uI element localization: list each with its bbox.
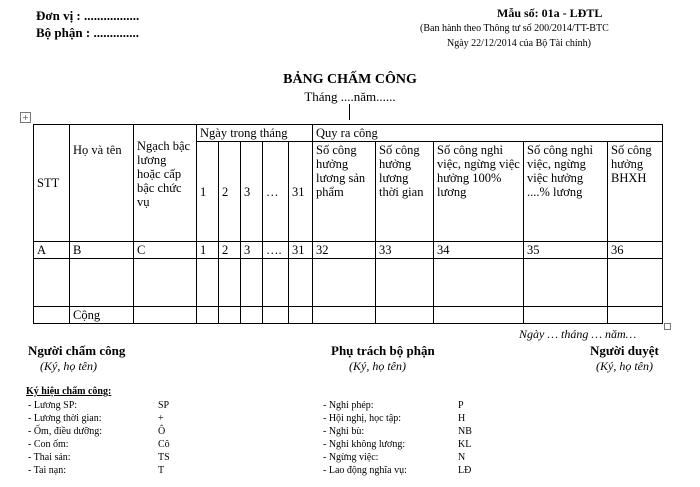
header-day: 3 xyxy=(241,142,263,242)
table-cell[interactable] xyxy=(134,259,197,307)
code-cell: 3 xyxy=(241,242,263,259)
table-cell[interactable] xyxy=(608,307,663,324)
table-cell[interactable] xyxy=(263,259,289,307)
legend-label: - Thai sản: xyxy=(28,452,71,463)
header-stt: STT xyxy=(34,125,70,242)
table-cell[interactable] xyxy=(313,307,376,324)
code-cell: A xyxy=(34,242,70,259)
header-day: … xyxy=(263,142,289,242)
signature-note: (Ký, họ tên) xyxy=(40,359,97,373)
header-name: Họ và tên xyxy=(70,125,134,242)
legend-code: + xyxy=(158,413,164,424)
table-cell[interactable] xyxy=(241,307,263,324)
table-cell[interactable] xyxy=(376,307,434,324)
table-cell[interactable] xyxy=(313,259,376,307)
legend-title: Ký hiệu chấm công: xyxy=(26,386,112,397)
legend-code: NB xyxy=(458,426,472,437)
code-cell: 34 xyxy=(434,242,524,259)
issued-date: Ngày 22/12/2014 của Bộ Tài chính) xyxy=(447,38,591,49)
code-cell: 32 xyxy=(313,242,376,259)
header-days-group: Ngày trong tháng xyxy=(197,125,313,142)
signature-role: Người chấm công xyxy=(28,343,126,358)
table-cell[interactable] xyxy=(524,307,608,324)
table-empty-row xyxy=(34,259,663,307)
legend-code: Ô xyxy=(158,426,166,437)
code-cell: 36 xyxy=(608,242,663,259)
table-cell[interactable] xyxy=(289,259,313,307)
table-total-row xyxy=(34,307,663,324)
header-day: 1 xyxy=(197,142,219,242)
legend-label: - Nghỉ không lương: xyxy=(323,439,406,450)
table-cell[interactable] xyxy=(34,259,70,307)
unit-field: Đơn vị : ................. xyxy=(36,8,140,23)
text-cursor xyxy=(349,104,350,120)
code-cell: …. xyxy=(263,242,289,259)
signature-note: (Ký, họ tên) xyxy=(596,359,653,373)
table-cell[interactable] xyxy=(434,259,524,307)
code-cell: B xyxy=(70,242,134,259)
legend-code: H xyxy=(458,413,466,424)
table-cell[interactable] xyxy=(219,259,241,307)
signature-role: Người duyệt xyxy=(590,343,659,358)
table-cell[interactable] xyxy=(134,307,197,324)
table-cell[interactable] xyxy=(241,259,263,307)
table-header-row-1 xyxy=(34,125,663,142)
code-cell: 1 xyxy=(197,242,219,259)
legend-code: Cô xyxy=(158,439,170,450)
code-cell: C xyxy=(134,242,197,259)
legend-label: - Tai nạn: xyxy=(28,465,66,476)
legend-code: T xyxy=(158,465,165,476)
table-code-row xyxy=(34,242,663,259)
header-quyra-col: Số công hưởng lương thời gian xyxy=(376,142,434,242)
header-quyra-col: Số công hưởng BHXH xyxy=(608,142,663,242)
department-field: Bộ phận : .............. xyxy=(36,25,139,40)
table-cell[interactable] xyxy=(376,259,434,307)
legend-label: - Nghỉ phép: xyxy=(323,400,374,411)
document-period: Tháng ....năm...... xyxy=(304,89,396,104)
table-cell[interactable] xyxy=(524,259,608,307)
legend-code: SP xyxy=(158,400,170,411)
header-day: 2 xyxy=(219,142,241,242)
header-quyra-col: Số công hưởng lương sản phẩm xyxy=(313,142,376,242)
total-label: Cộng xyxy=(70,307,134,324)
legend-code: N xyxy=(458,452,466,463)
legend-code: KL xyxy=(458,439,472,450)
document-title: BẢNG CHẤM CÔNG xyxy=(283,72,417,87)
header-quyra-col: Số công nghỉ việc, ngừng việc hưởng 100% lương xyxy=(434,142,524,242)
issued-by: (Ban hành theo Thông tư số 200/2014/TT-BTC xyxy=(420,23,609,34)
header-quyra-col: Số công nghỉ việc, ngừng việc hưởng ....% lương xyxy=(524,142,608,242)
legend-label: - Ốm, điều dưỡng: xyxy=(28,426,103,437)
timesheet-table xyxy=(33,124,663,324)
legend-label: - Hội nghị, học tập: xyxy=(323,413,402,424)
date-line: Ngày … tháng … năm… xyxy=(519,327,637,341)
legend-code: TS xyxy=(158,452,170,463)
code-cell: 31 xyxy=(289,242,313,259)
signature-role: Phụ trách bộ phận xyxy=(331,343,435,358)
table-cell[interactable] xyxy=(34,307,70,324)
table-cell[interactable] xyxy=(219,307,241,324)
legend-label: - Nghỉ bù: xyxy=(323,426,365,437)
header-quyra-group: Quy ra công xyxy=(313,125,663,142)
table-cell[interactable] xyxy=(289,307,313,324)
table-move-handle-icon[interactable]: + xyxy=(20,112,31,123)
legend-code: LĐ xyxy=(458,465,472,476)
table-cell[interactable] xyxy=(70,259,134,307)
code-cell: 2 xyxy=(219,242,241,259)
code-cell: 33 xyxy=(376,242,434,259)
legend-label: - Lương thời gian: xyxy=(28,413,102,424)
header-grade: Ngạch bậc lương hoặc cấp bậc chức vụ xyxy=(134,125,197,242)
signature-note: (Ký, họ tên) xyxy=(349,359,406,373)
legend-label: - Con ốm: xyxy=(28,439,69,450)
table-resize-handle-icon[interactable] xyxy=(664,323,671,330)
table-cell[interactable] xyxy=(263,307,289,324)
legend-label: - Lao động nghĩa vụ: xyxy=(323,465,407,476)
legend-label: - Lương SP: xyxy=(28,400,78,411)
table-cell[interactable] xyxy=(434,307,524,324)
table-cell[interactable] xyxy=(608,259,663,307)
legend-code: P xyxy=(458,400,464,411)
table-cell[interactable] xyxy=(197,307,219,324)
code-cell: 35 xyxy=(524,242,608,259)
header-day: 31 xyxy=(289,142,313,242)
form-number: Mẫu số: 01a - LĐTL xyxy=(497,6,603,20)
table-cell[interactable] xyxy=(197,259,219,307)
legend-label: - Ngừng việc: xyxy=(323,452,379,463)
